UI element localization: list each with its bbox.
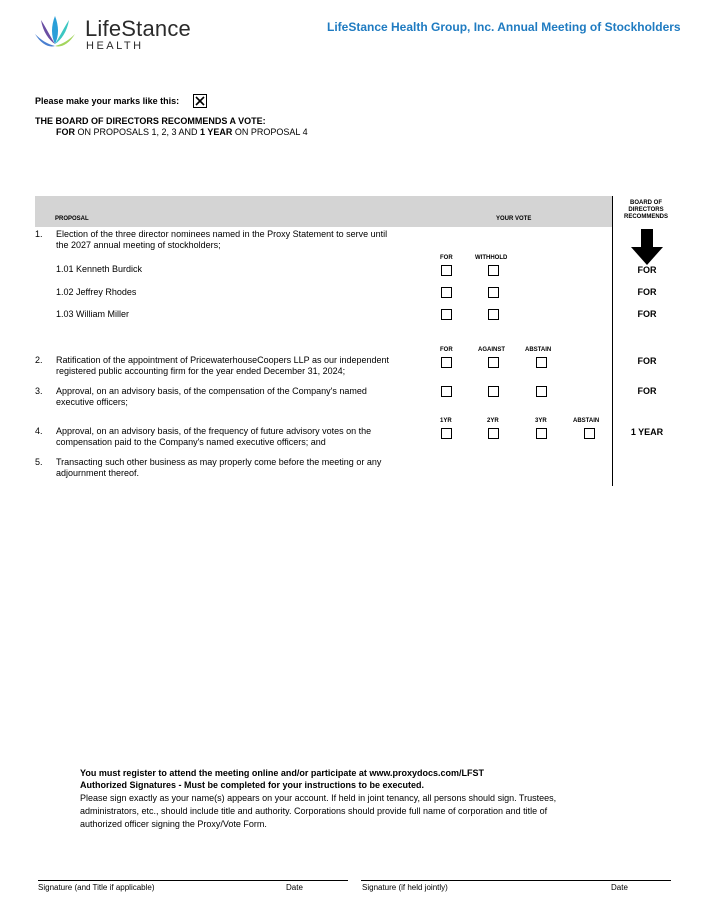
authorized-signatures-notice: Authorized Signatures - Must be completed for your instructions to be executed. bbox=[80, 780, 425, 790]
p3-abstain-checkbox[interactable] bbox=[536, 386, 547, 397]
rec-for: FOR bbox=[56, 127, 75, 137]
p4-col-1yr: 1YR bbox=[440, 418, 452, 424]
down-arrow-icon bbox=[631, 229, 663, 265]
nominee-3-recommendation: FOR bbox=[637, 309, 657, 319]
signing-instructions-line2: administrators, etc., should include title and authority. Corporations should provide full name of corporation and title of bbox=[80, 806, 548, 816]
nominee-1-recommendation: FOR bbox=[637, 265, 657, 275]
proposal-5-text-line2: adjournment thereof. bbox=[56, 468, 140, 478]
p2-against-checkbox[interactable] bbox=[488, 357, 499, 368]
p1-col-withhold: WITHHOLD bbox=[475, 255, 508, 261]
logo-name: LifeStance bbox=[85, 16, 191, 41]
p1-col-for: FOR bbox=[440, 255, 453, 261]
date-2-label: Date bbox=[611, 883, 628, 892]
p2-col-abstain: ABSTAIN bbox=[525, 347, 552, 353]
nominee-1-for-checkbox[interactable] bbox=[441, 265, 452, 276]
proposal-1-text-line1: Election of the three director nominees named in the Proxy Statement to serve until bbox=[56, 229, 388, 239]
p4-col-2yr: 2YR bbox=[487, 418, 499, 424]
signing-instructions-line1: Please sign exactly as your name(s) appears on your account. If held in joint tenancy, all persons should sign. Trustees, bbox=[80, 793, 557, 803]
proposal-5-number: 5. bbox=[35, 457, 43, 467]
proposal-3-recommendation: FOR bbox=[637, 386, 657, 396]
signature-line-1[interactable] bbox=[38, 880, 348, 881]
nominee-3-label: 1.03 William Miller bbox=[56, 309, 130, 319]
p2-col-for: FOR bbox=[440, 347, 453, 353]
marks-instruction: Please make your marks like this: bbox=[35, 96, 180, 106]
nominee-3-for-checkbox[interactable] bbox=[441, 309, 452, 320]
proposal-2-text-line1: Ratification of the appointment of PricewaterhouseCoopers LLP as our independent bbox=[56, 355, 390, 365]
register-notice: You must register to attend the meeting online and/or participate at www.proxydocs.com/LFST bbox=[80, 768, 485, 778]
signing-instructions-line3: authorized officer signing the Proxy/Vote Form. bbox=[80, 819, 267, 829]
p4-1yr-checkbox[interactable] bbox=[441, 428, 452, 439]
p2-for-checkbox[interactable] bbox=[441, 357, 452, 368]
proposal-header: PROPOSAL bbox=[55, 216, 89, 222]
p4-3yr-checkbox[interactable] bbox=[536, 428, 547, 439]
signature-2-label: Signature (if held jointly) bbox=[362, 883, 448, 892]
signature-line-2[interactable] bbox=[361, 880, 671, 881]
proposal-3-text-line1: Approval, on an advisory basis, of the compensation of the Company's named bbox=[56, 386, 367, 396]
logo-mark-icon bbox=[33, 12, 77, 54]
page-title: LifeStance Health Group, Inc. Annual Meeting of Stockholders bbox=[327, 20, 681, 34]
p2-col-against: AGAINST bbox=[478, 347, 505, 353]
nominee-2-withhold-checkbox[interactable] bbox=[488, 287, 499, 298]
signature-1-label: Signature (and Title if applicable) bbox=[38, 883, 155, 892]
proposal-1-text-line2: the 2027 annual meeting of stockholders; bbox=[56, 240, 221, 250]
proposal-3-number: 3. bbox=[35, 386, 43, 396]
proposal-3-text-line2: executive officers; bbox=[56, 397, 128, 407]
proposal-2-text-line2: registered public accounting firm for the year ended December 31, 2024; bbox=[56, 366, 346, 376]
nominee-2-label: 1.02 Jeffrey Rhodes bbox=[56, 287, 137, 297]
proposal-4-recommendation: 1 YEAR bbox=[630, 427, 664, 437]
p4-col-abstain: ABSTAIN bbox=[573, 418, 600, 424]
p2-abstain-checkbox[interactable] bbox=[536, 357, 547, 368]
nominee-2-recommendation: FOR bbox=[637, 287, 657, 297]
date-1-label: Date bbox=[286, 883, 303, 892]
nominee-2-for-checkbox[interactable] bbox=[441, 287, 452, 298]
proposal-4-text-line1: Approval, on an advisory basis, of the frequency of future advisory votes on the bbox=[56, 426, 372, 436]
p4-abstain-checkbox[interactable] bbox=[584, 428, 595, 439]
rec-mid: ON PROPOSALS 1, 2, 3 AND bbox=[75, 127, 201, 137]
rec-year: 1 YEAR bbox=[200, 127, 233, 137]
p4-2yr-checkbox[interactable] bbox=[488, 428, 499, 439]
your-vote-header: YOUR VOTE bbox=[496, 216, 532, 222]
nominee-1-label: 1.01 Kenneth Burdick bbox=[56, 264, 143, 274]
table-header-band bbox=[35, 196, 612, 227]
rec-end: ON PROPOSAL 4 bbox=[232, 127, 308, 137]
logo-sub: HEALTH bbox=[86, 40, 144, 52]
p3-against-checkbox[interactable] bbox=[488, 386, 499, 397]
p4-col-3yr: 3YR bbox=[535, 418, 547, 424]
board-recommendation-summary bbox=[56, 127, 308, 137]
board-recommends-header: BOARD OF DIRECTORS RECOMMENDS bbox=[623, 200, 668, 220]
proposal-4-number: 4. bbox=[35, 426, 43, 436]
proposal-5-text-line1: Transacting such other business as may properly come before the meeting or any bbox=[56, 457, 382, 467]
proposal-1-number: 1. bbox=[35, 229, 43, 239]
proposal-2-recommendation: FOR bbox=[637, 356, 657, 366]
board-recommendation-heading: THE BOARD OF DIRECTORS RECOMMENDS A VOTE: bbox=[35, 116, 266, 126]
example-mark-icon bbox=[193, 94, 207, 108]
nominee-1-withhold-checkbox[interactable] bbox=[488, 265, 499, 276]
nominee-3-withhold-checkbox[interactable] bbox=[488, 309, 499, 320]
proposal-4-text-line2: compensation paid to the Company's named executive officers; and bbox=[56, 437, 326, 447]
proposal-2-number: 2. bbox=[35, 355, 43, 365]
company-logo bbox=[33, 12, 193, 56]
p3-for-checkbox[interactable] bbox=[441, 386, 452, 397]
column-divider bbox=[612, 196, 613, 486]
